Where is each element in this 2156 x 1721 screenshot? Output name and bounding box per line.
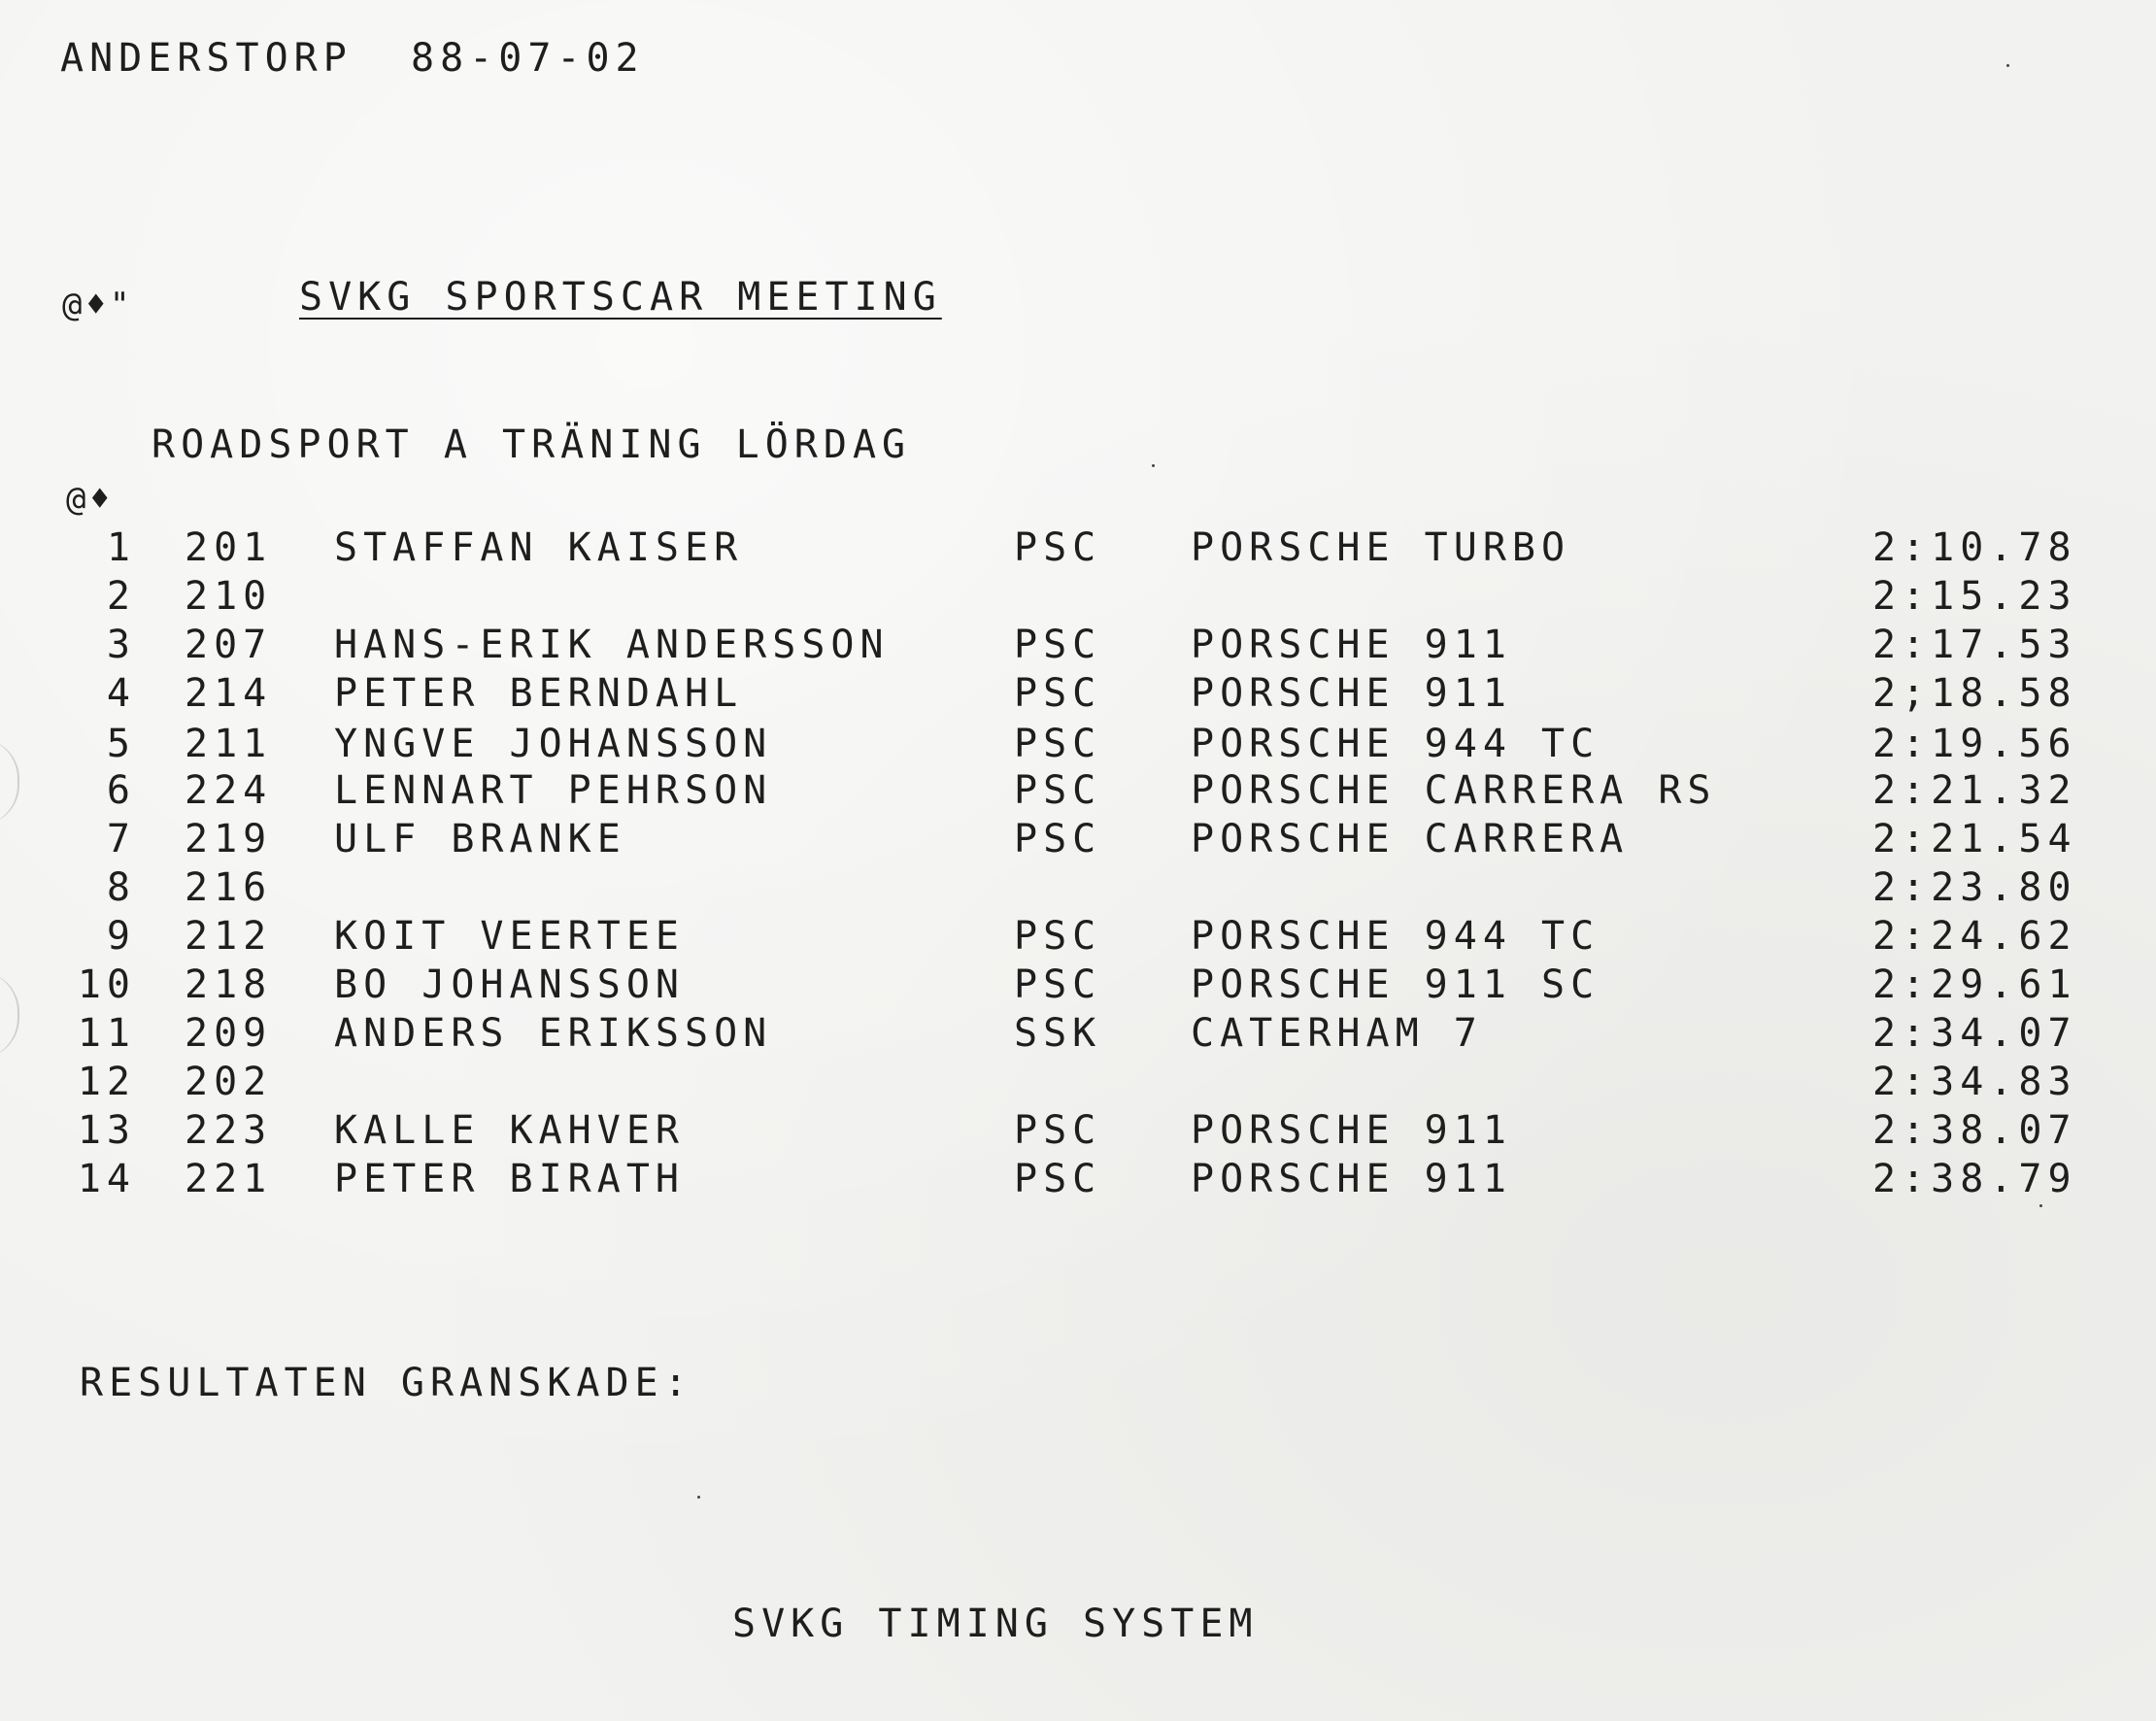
result-row [0,816,2156,862]
driver-name-cell: ULF BRANKE [334,817,626,861]
printer-control-marker: @♦" [62,286,134,324]
driver-name-cell: LENNART PEHRSON [334,768,773,813]
class-cell: PSC [1014,768,1102,813]
page-title: SVKG SPORTSCAR MEETING [299,275,942,320]
lap-time-cell: 2:19.56 [1872,722,2077,766]
car-number-cell: 218 [185,962,273,1007]
car-model-cell: CATERHAM 7 [1191,1011,1483,1056]
class-cell: PSC [1014,623,1102,667]
driver-name-cell: YNGVE JOHANSSON [334,722,773,766]
lap-time-cell: 2:34.07 [1872,1011,2077,1056]
result-row [0,721,2156,767]
car-model-cell: PORSCHE 944 TC [1191,722,1600,766]
lap-time-cell: 2:21.32 [1872,768,2077,813]
position-cell: 7 [106,817,136,861]
position-cell: 14 [77,1157,136,1201]
car-model-cell: PORSCHE CARRERA RS [1191,768,1717,813]
car-model-cell: PORSCHE TURBO [1191,525,1571,570]
position-cell: 5 [106,722,136,766]
results-checked-label: RESULTATEN GRANSKADE: [80,1361,693,1405]
car-number-cell: 210 [185,574,273,619]
result-row [0,767,2156,814]
result-row [0,670,2156,717]
car-model-cell: PORSCHE 911 [1191,671,1512,716]
class-cell: PSC [1014,671,1102,716]
car-number-cell: 202 [185,1060,273,1104]
result-row [0,1156,2156,1202]
lap-time-cell: 2:17.53 [1872,623,2077,667]
position-cell: 2 [106,574,136,619]
car-number-cell: 224 [185,768,273,813]
position-cell: 13 [77,1108,136,1153]
car-model-cell: PORSCHE 911 [1191,1157,1512,1201]
lap-time-cell: 2:10.78 [1872,525,2077,570]
lap-time-cell: 2:15.23 [1872,574,2077,619]
driver-name-cell: PETER BIRATH [334,1157,685,1201]
result-row [0,864,2156,911]
result-row [0,524,2156,571]
result-row [0,962,2156,1008]
footer-system-name: SVKG TIMING SYSTEM [732,1602,1259,1646]
result-row [0,573,2156,620]
printer-control-marker: @♦ [66,480,114,519]
driver-name-cell: KALLE KAHVER [334,1108,685,1153]
lap-time-cell: 2:21.54 [1872,817,2077,861]
position-cell: 3 [106,623,136,667]
car-model-cell: PORSCHE CARRERA [1191,817,1630,861]
class-cell: PSC [1014,817,1102,861]
car-number-cell: 214 [185,671,273,716]
position-cell: 6 [106,768,136,813]
car-number-cell: 211 [185,722,273,766]
paper-speck [2006,64,2009,67]
lap-time-cell: 2:24.62 [1872,914,2077,959]
car-number-cell: 221 [185,1157,273,1201]
position-cell: 11 [77,1011,136,1056]
lap-time-cell: 2:38.07 [1872,1108,2077,1153]
car-model-cell: PORSCHE 911 [1191,1108,1512,1153]
position-cell: 9 [106,914,136,959]
car-number-cell: 209 [185,1011,273,1056]
class-cell: PSC [1014,1108,1102,1153]
result-row [0,1010,2156,1057]
position-cell: 8 [106,865,136,910]
result-row [0,1059,2156,1105]
lap-time-cell: 2:34.83 [1872,1060,2077,1104]
result-row [0,913,2156,960]
car-model-cell: PORSCHE 944 TC [1191,914,1600,959]
lap-time-cell: 2:38.79 [1872,1157,2077,1201]
lap-time-cell: 2:23.80 [1872,865,2077,910]
car-model-cell: PORSCHE 911 [1191,623,1512,667]
result-row [0,1107,2156,1154]
car-model-cell: PORSCHE 911 SC [1191,962,1600,1007]
position-cell: 10 [77,962,136,1007]
class-cell: PSC [1014,914,1102,959]
class-cell: PSC [1014,525,1102,570]
paper-speck [1152,464,1155,467]
class-cell: PSC [1014,962,1102,1007]
class-cell: SSK [1014,1011,1102,1056]
session-subtitle: ROADSPORT A TRÄNING LÖRDAG [152,422,912,467]
position-cell: 12 [77,1060,136,1104]
driver-name-cell: PETER BERNDAHL [334,671,744,716]
driver-name-cell: HANS-ERIK ANDERSSON [334,623,890,667]
paper-speck [697,1496,700,1499]
driver-name-cell: BO JOHANSSON [334,962,685,1007]
car-number-cell: 223 [185,1108,273,1153]
driver-name-cell: KOIT VEERTEE [334,914,685,959]
car-number-cell: 212 [185,914,273,959]
car-number-cell: 216 [185,865,273,910]
position-cell: 4 [106,671,136,716]
result-row [0,622,2156,668]
driver-name-cell: STAFFAN KAISER [334,525,744,570]
position-cell: 1 [106,525,136,570]
location-date-header: ANDERSTORP 88-07-02 [60,36,645,81]
paper-speck [2039,1204,2042,1207]
lap-time-cell: 2:29.61 [1872,962,2077,1007]
car-number-cell: 201 [185,525,273,570]
class-cell: PSC [1014,722,1102,766]
lap-time-cell: 2;18.58 [1872,671,2077,716]
driver-name-cell: ANDERS ERIKSSON [334,1011,773,1056]
car-number-cell: 219 [185,817,273,861]
class-cell: PSC [1014,1157,1102,1201]
car-number-cell: 207 [185,623,273,667]
